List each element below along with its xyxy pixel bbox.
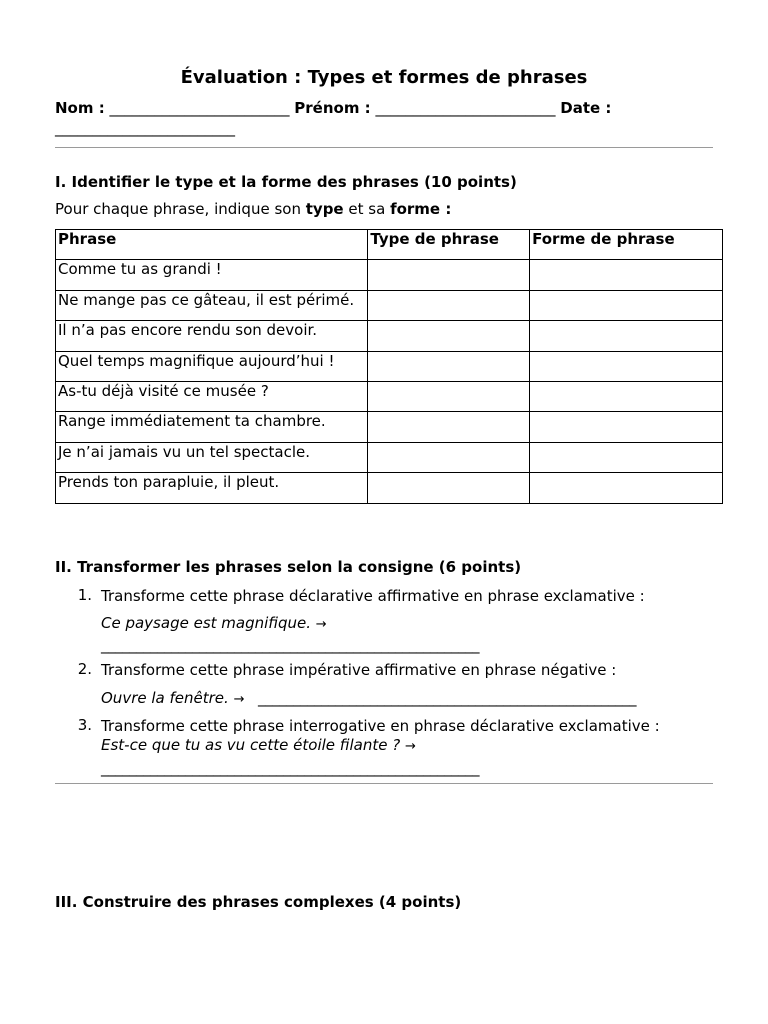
page-title: Évaluation : Types et formes de phrases bbox=[180, 67, 588, 88]
arrow-icon: → bbox=[404, 739, 416, 754]
task-example-line bbox=[101, 613, 327, 635]
nom-label: Nom : bbox=[55, 99, 105, 117]
task-example: Ouvre la fenêtre. bbox=[101, 689, 229, 707]
answer-blank[interactable]: ______________________________________________________ bbox=[101, 759, 479, 777]
type-answer-cell[interactable] bbox=[368, 351, 530, 381]
forme-answer-cell[interactable] bbox=[530, 321, 723, 351]
task-example: Est-ce que tu as vu cette étoile filante ? bbox=[101, 736, 401, 754]
phrase-cell: Je n’ai jamais vu un tel spectacle. bbox=[56, 442, 368, 472]
type-answer-cell[interactable] bbox=[368, 381, 530, 411]
table-row bbox=[56, 381, 723, 411]
phrase-cell: Ne mange pas ce gâteau, il est périmé. bbox=[56, 290, 368, 320]
forme-answer-cell[interactable] bbox=[530, 381, 723, 411]
section3-title: III. Construire des phrases complexes (4 points) bbox=[55, 893, 462, 911]
task-example-line bbox=[101, 688, 244, 710]
section2-title: II. Transformer les phrases selon la consigne (6 points) bbox=[55, 558, 522, 576]
type-answer-cell[interactable] bbox=[368, 260, 530, 290]
type-answer-cell[interactable] bbox=[368, 290, 530, 320]
nom-blank[interactable]: ________________________ bbox=[109, 99, 290, 117]
forme-answer-cell[interactable] bbox=[530, 442, 723, 472]
type-answer-cell[interactable] bbox=[368, 473, 530, 503]
task-instruction: Transforme cette phrase impérative affirmative en phrase négative : bbox=[101, 661, 617, 679]
task-instruction: Transforme cette phrase interrogative en phrase déclarative exclamative : bbox=[101, 717, 660, 735]
phrase-cell: Range immédiatement ta chambre. bbox=[56, 412, 368, 442]
phrase-cell: Comme tu as grandi ! bbox=[56, 260, 368, 290]
arrow-icon: → bbox=[315, 617, 327, 632]
type-answer-cell[interactable] bbox=[368, 442, 530, 472]
task-instruction: Transforme cette phrase déclarative affirmative en phrase exclamative : bbox=[101, 587, 645, 605]
arrow-icon: → bbox=[233, 692, 245, 707]
forme-answer-cell[interactable] bbox=[530, 473, 723, 503]
header-forme: Forme de phrase bbox=[530, 230, 723, 260]
table-header-row bbox=[56, 230, 723, 260]
phrase-cell: Quel temps magnifique aujourd’hui ! bbox=[56, 351, 368, 381]
task-example: Ce paysage est magnifique. bbox=[101, 614, 311, 632]
task-number: 1. bbox=[77, 586, 92, 604]
prenom-label: Prénom : bbox=[294, 99, 371, 117]
answer-blank[interactable]: ______________________________________________________ bbox=[258, 689, 636, 707]
task-number: 2. bbox=[77, 660, 92, 678]
section1-title: I. Identifier le type et la forme des phrases (10 points) bbox=[55, 173, 517, 191]
phrase-cell: As-tu déjà visité ce musée ? bbox=[56, 381, 368, 411]
forme-answer-cell[interactable] bbox=[530, 290, 723, 320]
forme-answer-cell[interactable] bbox=[530, 351, 723, 381]
divider-middle bbox=[55, 783, 713, 784]
task-example-line bbox=[101, 735, 416, 757]
divider-top bbox=[55, 147, 713, 148]
instruction-mid: et sa bbox=[348, 200, 386, 218]
table-row bbox=[56, 473, 723, 503]
section1-instruction bbox=[55, 199, 451, 219]
table-row bbox=[56, 351, 723, 381]
task-number: 3. bbox=[77, 716, 92, 734]
phrase-cell: Il n’a pas encore rendu son devoir. bbox=[56, 321, 368, 351]
instruction-prefix: Pour chaque phrase, indique son bbox=[55, 200, 301, 218]
table-row bbox=[56, 412, 723, 442]
header-type: Type de phrase bbox=[368, 230, 530, 260]
date-label: Date : bbox=[560, 99, 612, 117]
student-info-line bbox=[55, 98, 715, 138]
answer-blank[interactable]: ______________________________________________________ bbox=[101, 636, 479, 654]
phrases-table bbox=[55, 229, 723, 504]
forme-answer-cell[interactable] bbox=[530, 412, 723, 442]
table-row bbox=[56, 260, 723, 290]
header-phrase: Phrase bbox=[56, 230, 368, 260]
forme-answer-cell[interactable] bbox=[530, 260, 723, 290]
date-blank[interactable]: ________________________ bbox=[55, 119, 235, 137]
type-answer-cell[interactable] bbox=[368, 412, 530, 442]
instruction-type: type bbox=[305, 200, 344, 218]
prenom-blank[interactable]: ________________________ bbox=[375, 99, 556, 117]
type-answer-cell[interactable] bbox=[368, 321, 530, 351]
table-row bbox=[56, 290, 723, 320]
phrase-cell: Prends ton parapluie, il pleut. bbox=[56, 473, 368, 503]
table-row bbox=[56, 442, 723, 472]
table-row bbox=[56, 321, 723, 351]
instruction-forme: forme : bbox=[390, 200, 452, 218]
